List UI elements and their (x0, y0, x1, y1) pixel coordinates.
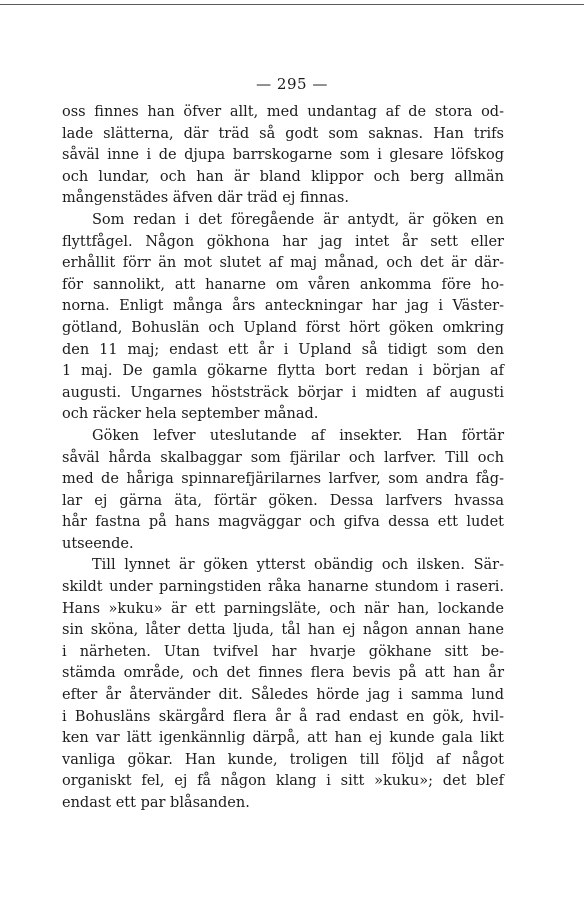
text-line: ken var lätt igenkännlig därpå, att han ej kunde gala likt (62, 730, 504, 747)
text-line: endast ett par blåsanden. (62, 795, 250, 811)
text-line: erhållit förr än mot slutet af maj månad, och det är där- (62, 255, 504, 272)
text-line: oss finnes han öfver allt, med undantag af de stora od- (62, 104, 504, 120)
text-line: i Bohusläns skärgård flera år å rad endast en gök, hvil- (62, 708, 504, 725)
text-line: efter år återvänder dit. Således hörde jag i samma lund (62, 687, 504, 704)
text-line: lade slätterna, där träd så godt som saknas. Han trifs (62, 125, 504, 142)
text-line: skildt under parningstiden råka hanarne stundom i raseri. (62, 579, 504, 596)
text-line: utseende. (62, 535, 134, 552)
text-line: lar ej gärna äta, förtär göken. Dessa larfvers hvassa (62, 492, 504, 509)
text-line: med de håriga spinnarefjärilarnes larfver, som andra fåg- (62, 471, 504, 488)
text-line: sin sköna, låter detta ljuda, tål han ej någon annan hane (62, 622, 504, 639)
text-line: stämda område, och det finnes flera bevis på att han år (62, 665, 504, 682)
text-line: norna. Enligt många års anteckningar har jag i Väster- (62, 298, 504, 315)
text-line: såväl inne i de djupa barrskogarne som i glesare löfskog (62, 147, 504, 164)
text-line: för sannolikt, att hanarne om våren ankomma före ho- (62, 276, 504, 293)
text-line: såväl hårda skalbaggar som fjärilar och larfver. Till och (62, 449, 504, 466)
text-line: hår fastna på hans magväggar och gifva dessa ett ludet (62, 514, 504, 531)
text-line: flyttfågel. Någon gökhona har jag intet år sett eller (62, 233, 504, 250)
text-line: Hans »kuku» är ett parningsläte, och när han, lockande (62, 600, 504, 617)
text-line: mångenstädes äfven där träd ej finnas. (62, 190, 349, 207)
text-line: Till lynnet är göken ytterst obändig och ilsken. Sär- (92, 557, 504, 574)
text-line: augusti. Ungarnes höststräck börjar i midten af augusti (62, 384, 504, 401)
text-line: och lundar, och han är bland klippor och berg allmän (62, 168, 504, 185)
body-text (62, 102, 504, 815)
text-line: i närheten. Utan tvifvel har hvarje gökhane sitt be- (62, 643, 504, 660)
page-number: — 295 — (256, 75, 328, 93)
text-line: organiskt fel, ej få någon klang i sitt »kuku»; det blef (62, 773, 504, 790)
text-line: götland, Bohuslän och Upland först hört göken omkring (62, 319, 504, 336)
top-edge-rule (0, 4, 584, 5)
text-line: och räcker hela september månad. (62, 406, 319, 423)
text-line: 1 maj. De gamla gökarne flytta bort redan i början af (62, 363, 504, 380)
text-line: den 11 maj; endast ett år i Upland så tidigt som den (62, 341, 504, 358)
text-line: Som redan i det föregående är antydt, är göken en (92, 211, 504, 228)
text-line: Göken lefver uteslutande af insekter. Han förtär (92, 427, 504, 444)
text-line: vanliga gökar. Han kunde, troligen till följd af något (62, 751, 504, 768)
